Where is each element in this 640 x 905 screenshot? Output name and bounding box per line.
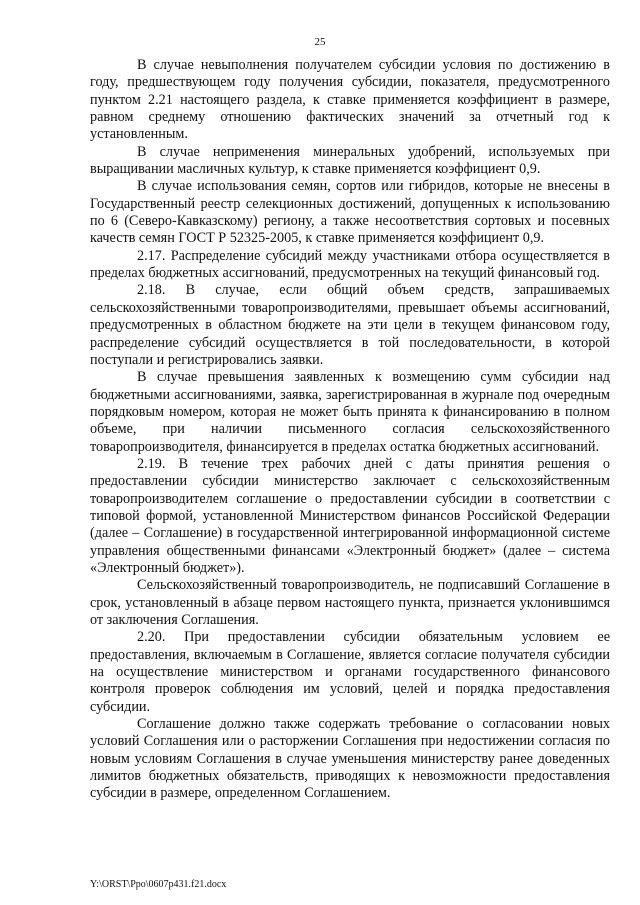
paragraph: В случае неприменения минеральных удобрений, используемых при выращивании масличных культур, к ставке применяется коэффициент 0,9.: [90, 143, 610, 178]
paragraph: В случае превышения заявленных к возмещению сумм субсидии над бюджетными ассигнованиями, заявка, зарегистрированная в журнале под очередным порядковым номером, которая не может быть принята к финансированию в полном объеме, при наличии письменного согласия сельскохозяйственного товаропроизводителя, финансируется в пределах остатка бюджетных ассигнований.: [90, 369, 610, 455]
paragraph: 2.18. В случае, если общий объем средств, запрашиваемых сельскохозяйственными товаропроизводителями, превышает объемы ассигнований, предусмотренных в областном бюджете на эти цели в текущем финансовом году, распределение субсидий осуществляется в той последовательности, в которой поступали и регистрировались заявки.: [90, 282, 610, 368]
paragraph: В случае использования семян, сортов или гибридов, которые не внесены в Государственный реестр селекционных достижений, допущенных к использованию по 6 (Северо-Кавказскому) региону, а также несоответствия сортовых и посевных качеств семян ГОСТ Р 52325-2005, к ставке применяется коэффициент 0,9.: [90, 178, 610, 247]
document-body: [90, 57, 610, 803]
footer-file-path: Y:\ORST\Ppo\0607p431.f21.docx: [90, 879, 227, 890]
paragraph: В случае невыполнения получателем субсидии условия по достижению в году, предшествующем году получения субсидии, показателя, предусмотренного пунктом 2.21 настоящего раздела, к ставке применяется коэффициент в размере, равном среднему отношению фактических значений за отчетный год к установленным.: [90, 57, 610, 143]
paragraph: Сельскохозяйственный товаропроизводитель, не подписавший Соглашение в срок, установленный в абзаце первом настоящего пункта, признается уклонившимся от заключения Соглашения.: [90, 577, 610, 628]
paragraph: Соглашение должно также содержать требование о согласовании новых условий Соглашения или о расторжении Соглашения при недостижении согласия по новым условиям Соглашения в случае уменьшения министерству ранее доведенных лимитов бюджетных обязательств, приводящих к невозможности предоставления субсидии в размере, определенном Соглашением.: [90, 716, 610, 802]
paragraph: 2.17. Распределение субсидий между участниками отбора осуществляется в пределах бюджетных ассигнований, предусмотренных на текущий финансовый год.: [90, 247, 610, 282]
paragraph: 2.20. При предоставлении субсидии обязательным условием ее предоставления, включаемым в Соглашение, является согласие получателя субсидии на осуществление министерством и органами государственного финансового контроля проверок соблюдения им условий, целей и порядка предоставления субсидии.: [90, 629, 610, 715]
page-number: 25: [314, 36, 326, 48]
paragraph: 2.19. В течение трех рабочих дней с даты принятия решения о предоставлении субсидии министерство заключает с сельскохозяйственным товаропроизводителем соглашение о предоставлении субсидии в соответствии с типовой формой, установленной Министерством финансов Российской Федерации (далее – Соглашение) в государственной интегрированной информационной системе управления общественными финансами «Электронный бюджет» (далее – система «Электронный бюджет»).: [90, 455, 610, 576]
